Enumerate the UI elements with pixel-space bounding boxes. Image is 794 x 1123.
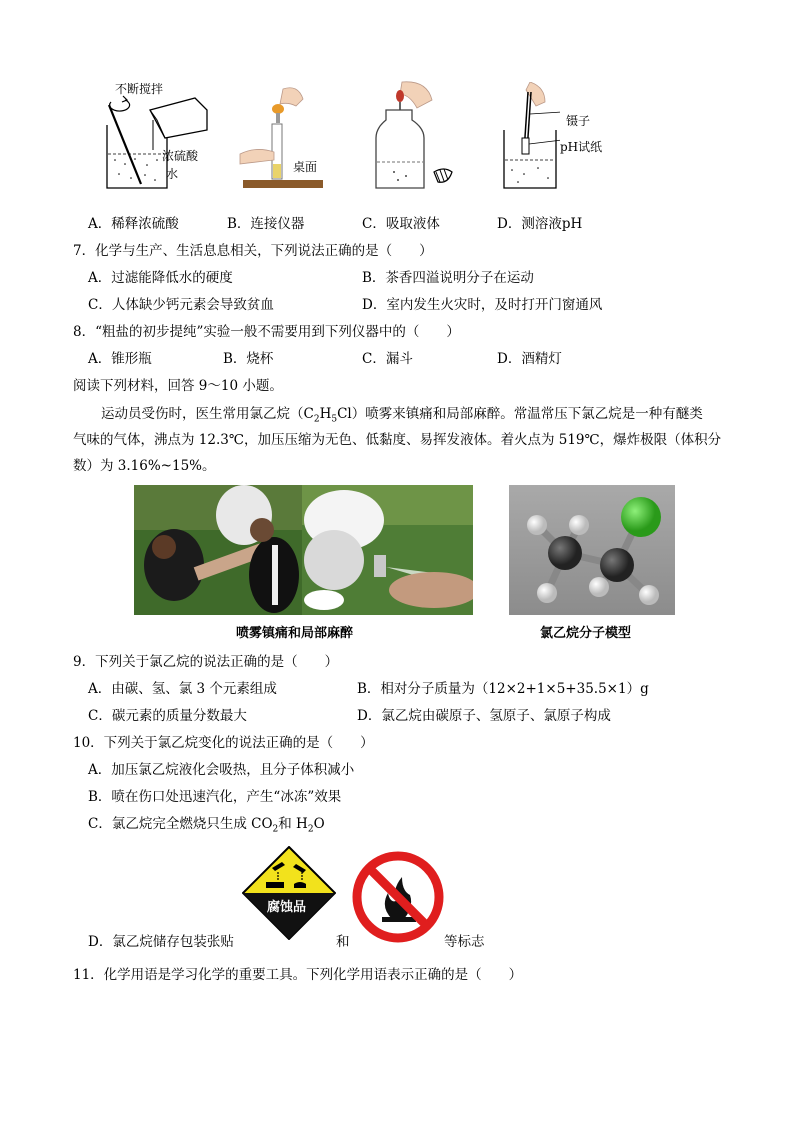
- q6-option-d: D．测溶液pH: [497, 216, 583, 232]
- corrosive-sign-icon: [242, 846, 336, 940]
- q7-option-d: D．室内发生火灾时，及时打开门窗通风: [362, 297, 603, 313]
- figure-connect-apparatus: [238, 84, 328, 194]
- corrosive-sign-label: 腐蚀品: [267, 900, 307, 915]
- q10-option-d-and: 和: [336, 934, 350, 950]
- reading-paragraph-line2: 气味的气体，沸点为 12.3℃，加压压缩为无色、低黏度、易挥发液体。着火点为 519℃，爆炸极限（体积分: [73, 432, 722, 448]
- q11-stem: 11．化学用语是学习化学的重要工具。下列化学用语表示正确的是（ ）: [73, 967, 523, 983]
- q8-stem: 8．“粗盐的初步提纯”实验一般不需要用到下列仪器中的（ ）: [73, 324, 460, 340]
- q9-option-b: B．相对分子质量为（12×2+1×5+35.5×1）g: [357, 681, 649, 697]
- q7-option-a: A．过滤能降低水的硬度: [88, 270, 233, 286]
- q10-option-c: C．氯乙烷完全燃烧只生成 $CO_2$和 $H_2O$: [88, 816, 325, 835]
- label-stir: 不断搅拌: [115, 82, 164, 96]
- q7-option-c: C．人体缺少钙元素会导致贫血: [88, 297, 274, 313]
- q9-stem: 9．下列关于氯乙烷的说法正确的是（ ）: [73, 654, 339, 670]
- q7-option-b: B．茶香四溢说明分子在运动: [362, 270, 534, 286]
- figure-measure-ph: [500, 82, 560, 194]
- molecule-model-image: [509, 485, 675, 615]
- q10-stem: 10．下列关于氯乙烷变化的说法正确的是（ ）: [73, 735, 374, 751]
- label-table: 桌面: [293, 160, 318, 174]
- q6-option-c: C．吸取液体: [362, 216, 440, 232]
- q8-option-a: A．锥形瓶: [88, 351, 152, 367]
- q10-option-a: A．加压氯乙烷液化会吸热，且分子体积减小: [88, 762, 355, 778]
- label-acid: 浓硫酸: [162, 149, 199, 163]
- q8-option-c: C．漏斗: [362, 351, 413, 367]
- q8-option-b: B．烧杯: [223, 351, 274, 367]
- q6-option-a: A．稀释浓硫酸: [88, 216, 179, 232]
- label-tweezers: 镊子: [566, 114, 591, 128]
- q7-stem: 7．化学与生产、生活息息相关，下列说法正确的是（ ）: [73, 243, 433, 259]
- photo-spray-treatment: [134, 485, 473, 615]
- q9-option-d: D．氯乙烷由碳原子、氢原子、氯原子构成: [357, 708, 611, 724]
- q9-option-a: A．由碳、氢、氯 3 个元素组成: [88, 681, 277, 697]
- figure-dilute-acid: [95, 80, 215, 195]
- label-water: 水: [166, 167, 179, 181]
- reading-intro: 阅读下列材料，回答 9～10 小题。: [73, 378, 283, 394]
- q10-option-b: B．喷在伤口处迅速汽化，产生“冰冻”效果: [88, 789, 342, 805]
- no-fire-sign-icon: [352, 851, 444, 943]
- caption-spray: 喷雾镇痛和局部麻醉: [236, 626, 354, 641]
- q10-option-d-prefix: D．氯乙烷储存包装张贴: [88, 934, 234, 950]
- reading-paragraph-line1: 运动员受伤时，医生常用氯乙烷$(C_2H_5Cl)$喷雾来镇痛和局部麻醉。常温常压下氯乙烷是一种有醚类: [101, 406, 703, 425]
- q9-option-c: C．碳元素的质量分数最大: [88, 708, 247, 724]
- caption-molecule: 氯乙烷分子模型: [540, 626, 632, 641]
- q6-option-b: B．连接仪器: [227, 216, 305, 232]
- reading-paragraph-line3: 数）为 3.16%~15%。: [73, 458, 216, 474]
- q10-option-d-suffix: 等标志: [444, 934, 485, 950]
- figure-draw-liquid: [372, 80, 462, 195]
- q8-option-d: D．酒精灯: [497, 351, 562, 367]
- label-ph-paper: pH试纸: [560, 140, 603, 154]
